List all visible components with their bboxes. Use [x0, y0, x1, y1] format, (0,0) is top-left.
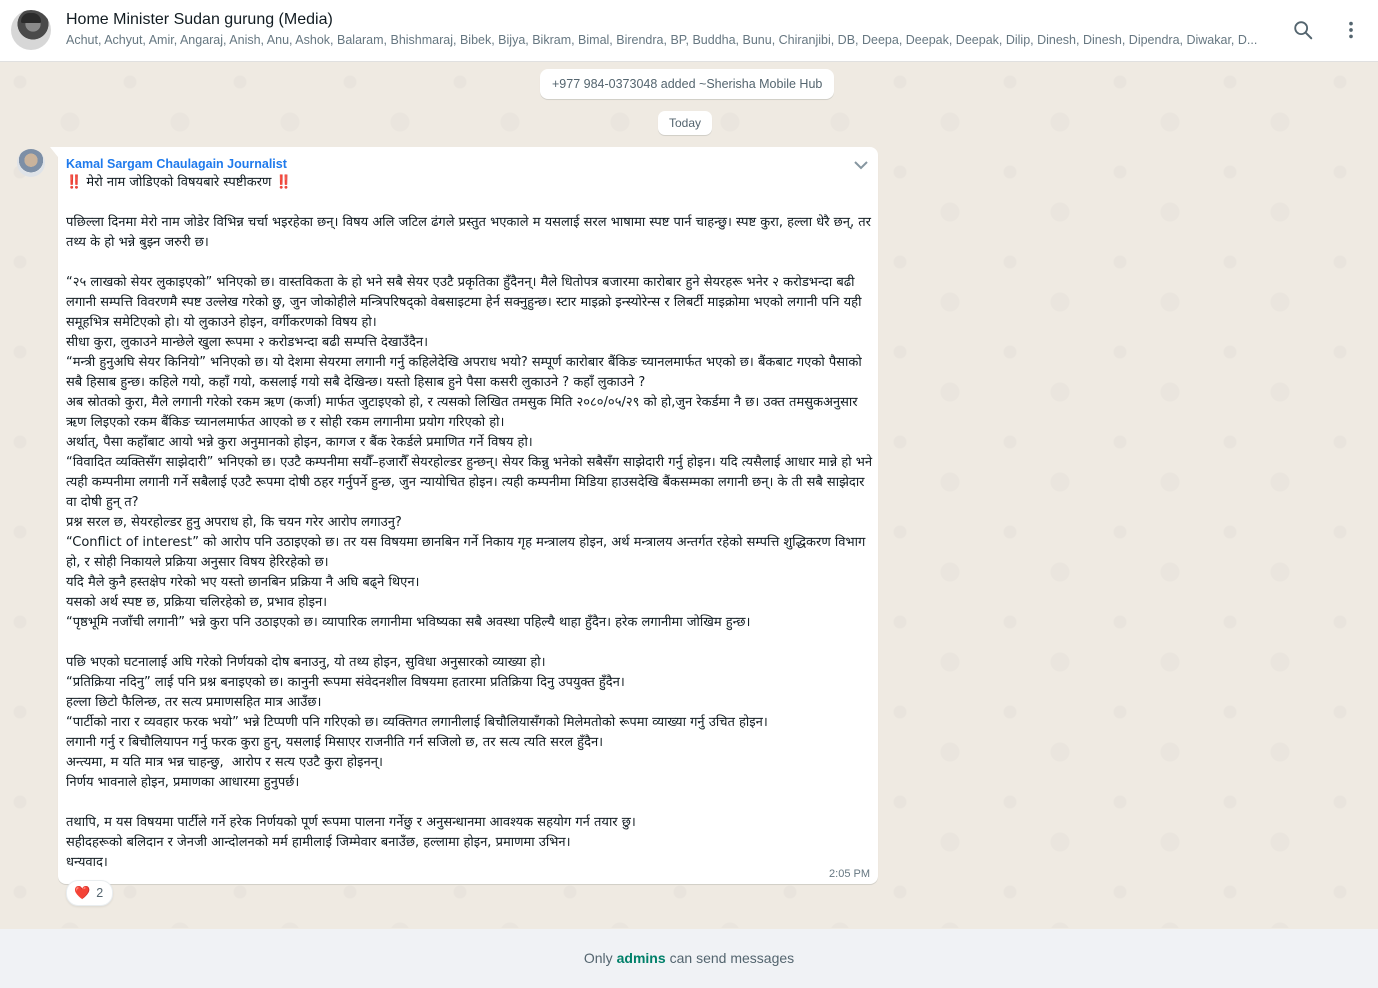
message-paragraph: सीधा कुरा, लुकाउने मान्छेले खुला रूपमा २ करोडभन्दा बढी सम्पत्ति देखाउँदैन। [66, 335, 429, 350]
chevron-down-icon[interactable] [853, 157, 869, 173]
message-paragraph: यसको अर्थ स्पष्ट छ, प्रक्रिया चलिरहेको छ, प्रभाव होइन। [66, 595, 328, 610]
heart-icon: ❤️ [74, 885, 91, 900]
message-text [66, 173, 877, 873]
message-paragraph: पछिल्ला दिनमा मेरो नाम जोडेर विभिन्न चर्चा भइरहेका छन्। विषय अलि जटिल ढंगले प्रस्तुत भएकाले म यसलाई सरल भाषामा स्पष्ट पार्न चाहन्छु। स्पष्ट कुरा, हल्ला धेरै छन्, तर तथ्य के हो भन्ने बुझ्न जरुरी छ। [66, 215, 876, 250]
message-paragraph: “विवादित व्यक्तिसँग साझेदारी” भनिएको छ। एउटै कम्पनीमा सयौँ–हजारौँ सेयरहोल्डर हुन्छन्। सेयर किन्नु भनेको सबैसँग साझेदारी गर्नु होइन। यदि त्यसैलाई आधार मान्ने हो भने त्यही कम्पनीमा लगानी गर्ने सबैलाई एउटै रूपमा दोषी ठहर गर्नुपर्ने हुन्छ, जुन न्यायोचित होइन। त्यही कम्पनीमा मिडिया हाउसदेखि बैंकसम्मका लगानी छन्। के ती सबै साझेदार वा दोषी हुन् त? [66, 455, 877, 510]
message-paragraph: लगानी गर्नु र बिचौलियापन गर्नु फरक कुरा हुन्, यसलाई मिसाएर राजनीति गर्न सजिलो छ, तर सत्य त्यति सरल हुँदैन। [66, 735, 604, 750]
message-paragraph: तथापि, म यस विषयमा पार्टीले गर्ने हरेक निर्णयको पूर्ण रूपमा पालना गर्नेछु र अनुसन्धानमा आवश्यक सहयोग गर्न तयार छु। [66, 815, 636, 830]
more-vertical-icon[interactable] [1339, 18, 1363, 42]
spacer [66, 793, 874, 813]
spacer [66, 633, 874, 653]
sender-avatar[interactable] [17, 149, 45, 177]
notice-prefix: Only [583, 950, 613, 966]
message-paragraph: “मन्त्री हुनुअघि सेयर किनियो” भनिएको छ। यो देशमा सेयरमा लगानी गर्नु कहिलेदेखि अपराध भयो? सम्पूर्ण कारोबार बैंकिङ च्यानलमार्फत भएको छ। बैंकबाट गएको पैसाको सबै हिसाब हुन्छ। कहिले गयो, कहाँ गयो, कसलाई गयो सबै देखिन्छ। यस्तो हिसाब हुने पैसा कसरी लुकाउने ? कहाँ लुकाउने ? [66, 355, 866, 390]
message-paragraph: प्रश्न सरल छ, सेयरहोल्डर हुनु अपराध हो, कि चयन गरेर आरोप लगाउनु? [66, 515, 402, 530]
message-paragraph: “पृष्ठभूमि नजाँची लगानी” भन्ने कुरा पनि उठाइएको छ। व्यापारिक लगानीमा भविष्यका सबै अवस्था पहिल्यै थाहा हुँदैन। हरेक लगानीमा जोखिम हुन्छ। [66, 615, 751, 630]
message-paragraph: “पार्टीको नारा र व्यवहार फरक भयो” भन्ने टिप्पणी पनि गरिएको छ। व्यक्तिगत लगानीलाई बिचौलियासँगको मिलेमतोको रूपमा व्याख्या गर्नु उचित होइन। [66, 715, 768, 730]
message-paragraph: “Conflict of interest” को आरोप पनि उठाइएको छ। तर यस विषयमा छानबिन गर्ने निकाय गृह मन्त्रालय होइन, अर्थ मन्त्रालय अन्तर्गत रहेको सम्पत्ति शुद्धिकरण विभाग हो, र सोही निकायले प्रक्रिया अनुसार विषय हेरिरहेको छ। [66, 535, 870, 570]
admin-only-notice [0, 929, 1378, 988]
message-paragraph: पछि भएको घटनालाई अघि गरेको निर्णयको दोष बनाउनु, यो तथ्य होइन, सुविधा अनुसारको व्याख्या हो। [66, 655, 546, 670]
message-paragraph: “२५ लाखको सेयर लुकाइएको” भनिएको छ। वास्तविकता के हो भने सबै सेयर एउटै प्रकृतिका हुँदैनन्। मैले धितोपत्र बजारमा कारोबार हुने सेयरहरू भनेर २ करोडभन्दा बढी लगानी सम्पत्ति विवरणमै स्पष्ट उल्लेख गरेको छु, जुन जोकोहीले मन्त्रिपरिषद्को वेबसाइटमा हेर्न सक्नुहुन्छ। स्टार माइक्रो इन्स्योरेन्स र लिबर्टी माइक्रोमा भएको लगानी पनि यही समूहभित्र समेटिएको हो। यो लुकाउने होइन, वर्गीकरणको विषय हो। [66, 275, 866, 330]
date-divider: Today [658, 111, 712, 135]
message-paragraph: निर्णय भावनाले होइन, प्रमाणका आधारमा हुनुपर्छ। [66, 775, 300, 790]
double-exclamation-icon: ‼️ [275, 175, 292, 190]
notice-suffix: can send messages [669, 950, 795, 966]
message-paragraph: यदि मैले कुनै हस्तक्षेप गरेको भए यस्तो छानबिन प्रक्रिया नै अघि बढ्ने थिएन। [66, 575, 420, 590]
spacer [66, 193, 874, 213]
sender-name[interactable]: Kamal Sargam Chaulagain Journalist [66, 157, 287, 171]
message-paragraph: सहीदहरूको बलिदान र जेनजी आन्दोलनको मर्म हामीलाई जिम्मेवार बनाउँछ, हल्लामा होइन, प्रमाणमा उभिन। [66, 835, 571, 850]
message-bubble[interactable] [58, 147, 878, 884]
message-pane[interactable] [0, 62, 1378, 928]
spacer [66, 253, 874, 273]
chat-header [0, 0, 1378, 62]
group-title[interactable]: Home Minister Sudan gurung (Media) [66, 11, 333, 28]
reaction-count: 2 [96, 886, 104, 900]
group-avatar[interactable] [11, 10, 51, 50]
message-body [66, 213, 877, 873]
avatar-cap [21, 13, 41, 23]
system-message: +977 984-0373048 added ~Sherisha Mobile Hub [540, 69, 834, 99]
message-paragraph: हल्ला छिटो फैलिन्छ, तर सत्य प्रमाणसहित मात्र आउँछ। [66, 695, 322, 710]
message-paragraph: अन्त्यमा, म यति मात्र भन्न चाहन्छु, आरोप र सत्य एउटै कुरा होइनन्। [66, 755, 383, 770]
message-paragraph: “प्रतिक्रिया नदिनु” लाई पनि प्रश्न बनाइएको छ। कानुनी रूपमा संवेदनशील विषयमा हतारमा प्रतिक्रिया दिनु उपयुक्त हुँदैन। [66, 675, 625, 690]
message-paragraph: अर्थात्, पैसा कहाँबाट आयो भन्ने कुरा अनुमानको होइन, कागज र बैंक रेकर्डले प्रमाणित गर्ने विषय हो। [66, 435, 533, 450]
double-exclamation-icon: ‼️ [66, 175, 83, 190]
message-time: 2:05 PM [829, 868, 870, 880]
message-title: मेरो नाम जोडिएको विषयबारे स्पष्टीकरण [86, 175, 272, 190]
admins-link[interactable]: admins [616, 950, 666, 966]
message-paragraph: अब स्रोतको कुरा, मैले लगानी गरेको रकम ऋण (कर्जा) मार्फत जुटाइएको हो, र त्यसको लिखित तमसुक मिति २०८०/०५/२९ को हो,जुन रेकर्डमा नै छ। उक्त तमसुकअनुसार ऋण लिइएको रकम बैंकिङ च्यानलमार्फत आएको छ र सोही रकम लगानीमा प्रयोग गरिएको हो। [66, 395, 862, 430]
reaction-badge[interactable] [66, 880, 113, 906]
message-title-line [66, 173, 874, 193]
message-paragraph: धन्यवाद। [66, 855, 108, 870]
search-icon[interactable] [1291, 18, 1315, 42]
group-members[interactable]: Achut, Achyut, Amir, Angaraj, Anish, Anu, Ashok, Balaram, Bhishmaraj, Bibek, Bijya, Bikram, Bimal, Birendra, BP, Buddha, Bunu, Chiranjibi, DB, Deepa, Deepak, Deepak, Dilip, Dinesh, Dinesh, Dipendra, Diwakar, D... [66, 33, 1258, 47]
